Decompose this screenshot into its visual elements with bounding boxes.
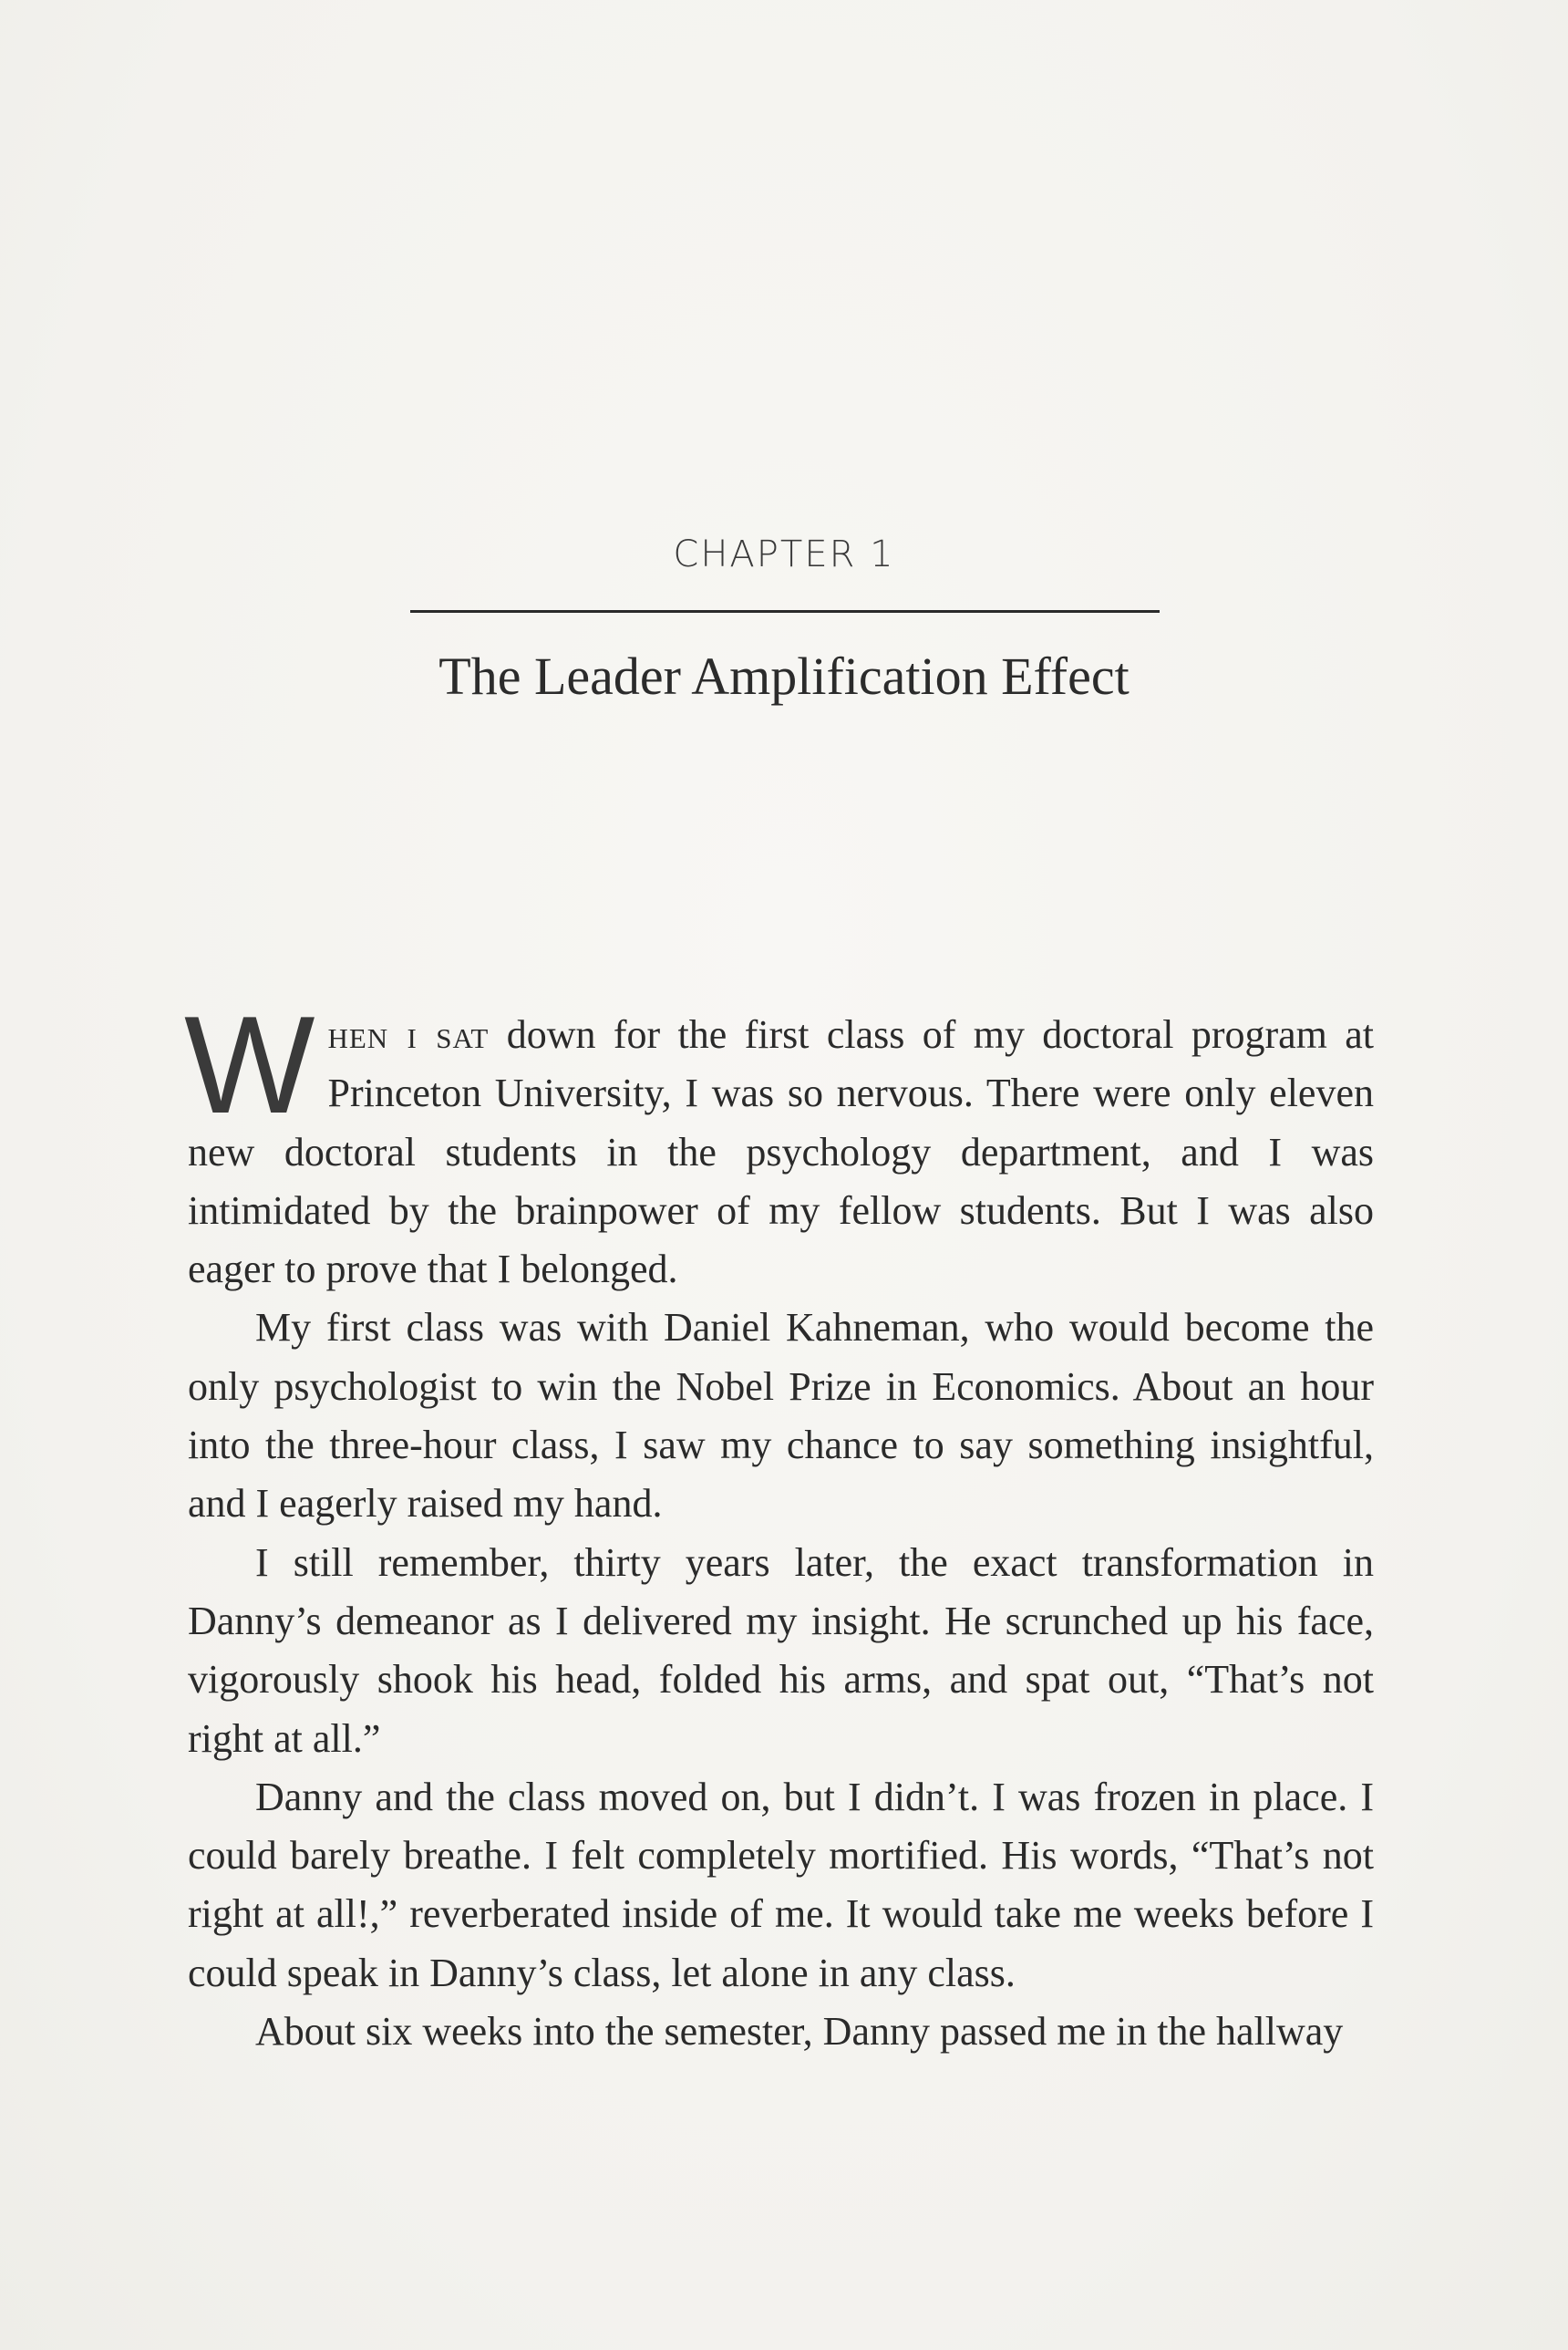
paragraph-1 [184, 988, 1374, 1299]
paragraph-1-text: down for the first class of my doctoral program at Princeton University, I was so nervous. There were only eleven new doctoral students in the psychology department, and I was intimidated by the brainpower of my fellow students. But I was also eager to prove that I belonged. [188, 1012, 1374, 1292]
paragraph-5: About six weeks into the semester, Danny passed me in the hallway [255, 2009, 1344, 2055]
lead-small-caps: hen i sat [327, 1012, 490, 1057]
chapter-title: The Leader Amplification Effect [438, 647, 1130, 706]
chapter-divider [410, 610, 1160, 613]
paragraph-4: Danny and the class moved on, but I didn’t. I was frozen in place. I could barely breathe. I felt completely mortified. His words, “That’s not right at all!,” reverberated inside of me. It would take me weeks before I could speak in Danny’s class, let alone in any class. [188, 1774, 1374, 1995]
paragraph-3: I still remember, thirty years later, the exact transformation in Danny’s demeanor as I delivered my insight. He scrunched up his face, vigorously shook his head, folded his arms, and spat out, “That’s not right at all.” [188, 1539, 1374, 1761]
paragraph-2: My first class was with Daniel Kahneman, who would become the only psychologist to win the Nobel Prize in Economics. About an hour into the three-hour class, I saw my chance to say something insightful, and I eagerly raised my hand. [188, 1305, 1374, 1527]
chapter-label: CHAPTER 1 [673, 533, 895, 575]
drop-cap: W [184, 988, 315, 1143]
body-text [184, 988, 1374, 2061]
